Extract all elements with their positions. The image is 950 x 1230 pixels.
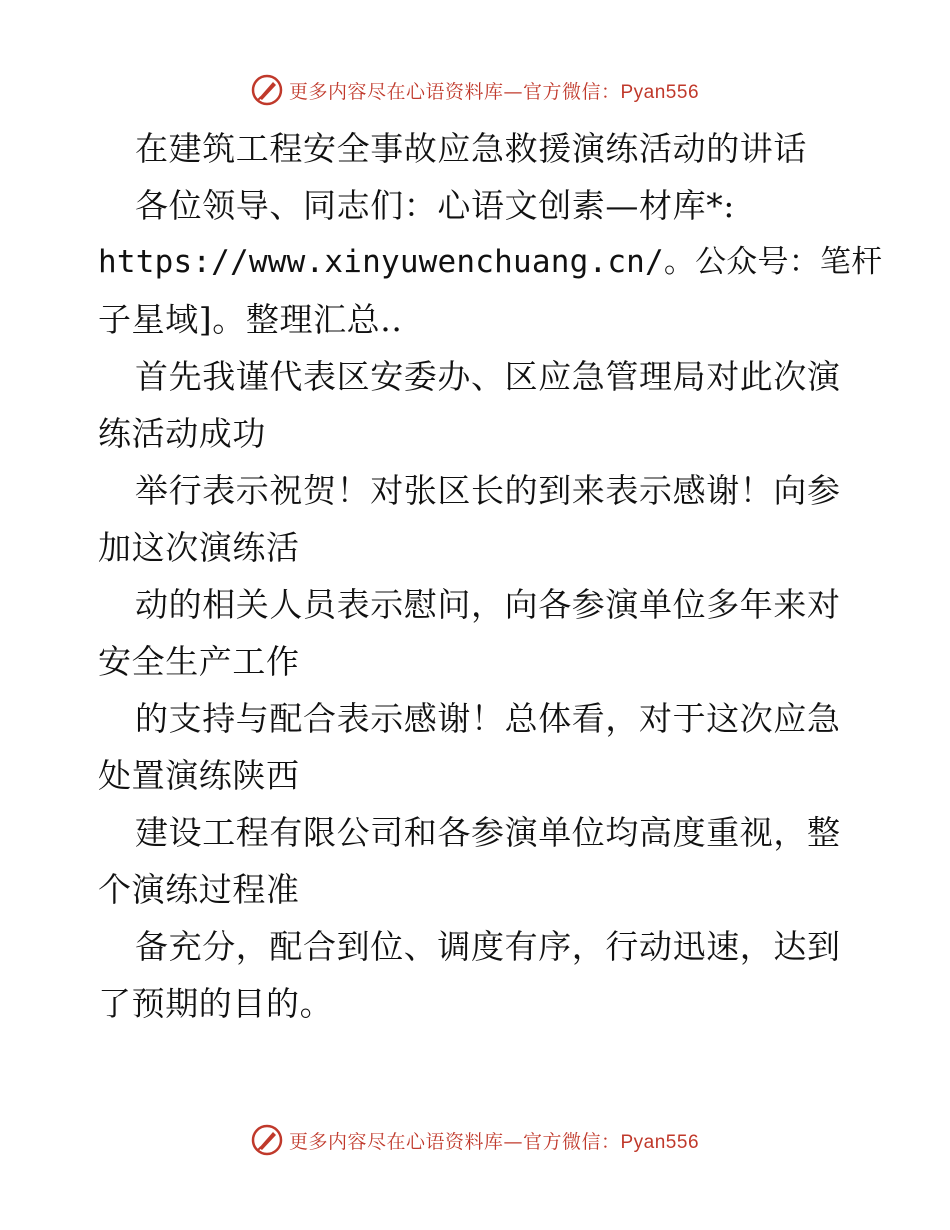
paragraph-line: 备充分，配合到位、调度有序，行动迅速，达到	[135, 927, 841, 966]
paragraph-line: 各位领导、同志们：心语文创素—材库*:	[135, 186, 736, 225]
banner-separator: —	[503, 1130, 523, 1153]
paragraph-line: 子星域]。整理汇总..	[98, 300, 403, 339]
paragraph-line: 加这次演练活	[98, 528, 300, 567]
banner-text	[289, 77, 699, 104]
paragraph-line: 个演练过程准	[98, 870, 300, 909]
banner-site-text: 更多内容尽在心语资料库	[288, 80, 504, 103]
paragraph-line: 了预期的目的。	[98, 984, 334, 1023]
paragraph-line: 首先我谨代表区安委办、区应急管理局对此次演	[135, 357, 841, 396]
paragraph-line: 练活动成功	[98, 414, 266, 453]
footer-banner	[0, 1120, 950, 1160]
banner-site-text: 更多内容尽在心语资料库	[288, 1130, 504, 1153]
document-body	[98, 120, 883, 1032]
banner-account: Pyan556	[620, 81, 700, 103]
paragraph-line: 建设工程有限公司和各参演单位均高度重视，整	[135, 813, 841, 852]
header-banner	[0, 70, 950, 110]
document-title: 在建筑工程安全事故应急救援演练活动的讲话	[135, 129, 807, 168]
banner-separator: —	[503, 80, 523, 103]
quill-logo-icon	[251, 1124, 283, 1156]
paragraph-line: 动的相关人员表示慰问，向各参演单位多年来对	[135, 585, 841, 624]
url-line: https://www.xinyuwenchuang.cn/。公众号：笔杆	[98, 244, 883, 280]
quill-logo-icon	[251, 74, 283, 106]
paragraph-line: 的支持与配合表示感谢！总体看，对于这次应急	[135, 699, 841, 738]
paragraph-line: 举行表示祝贺！对张区长的到来表示感谢！向参	[135, 471, 841, 510]
banner-wechat-label: 官方微信：	[522, 80, 621, 103]
banner-text	[289, 1127, 699, 1154]
banner-wechat-label: 官方微信：	[522, 1130, 621, 1153]
paragraph-line: 处置演练陕西	[98, 756, 300, 795]
banner-account: Pyan556	[620, 1131, 700, 1153]
paragraph-line: 安全生产工作	[98, 642, 300, 681]
